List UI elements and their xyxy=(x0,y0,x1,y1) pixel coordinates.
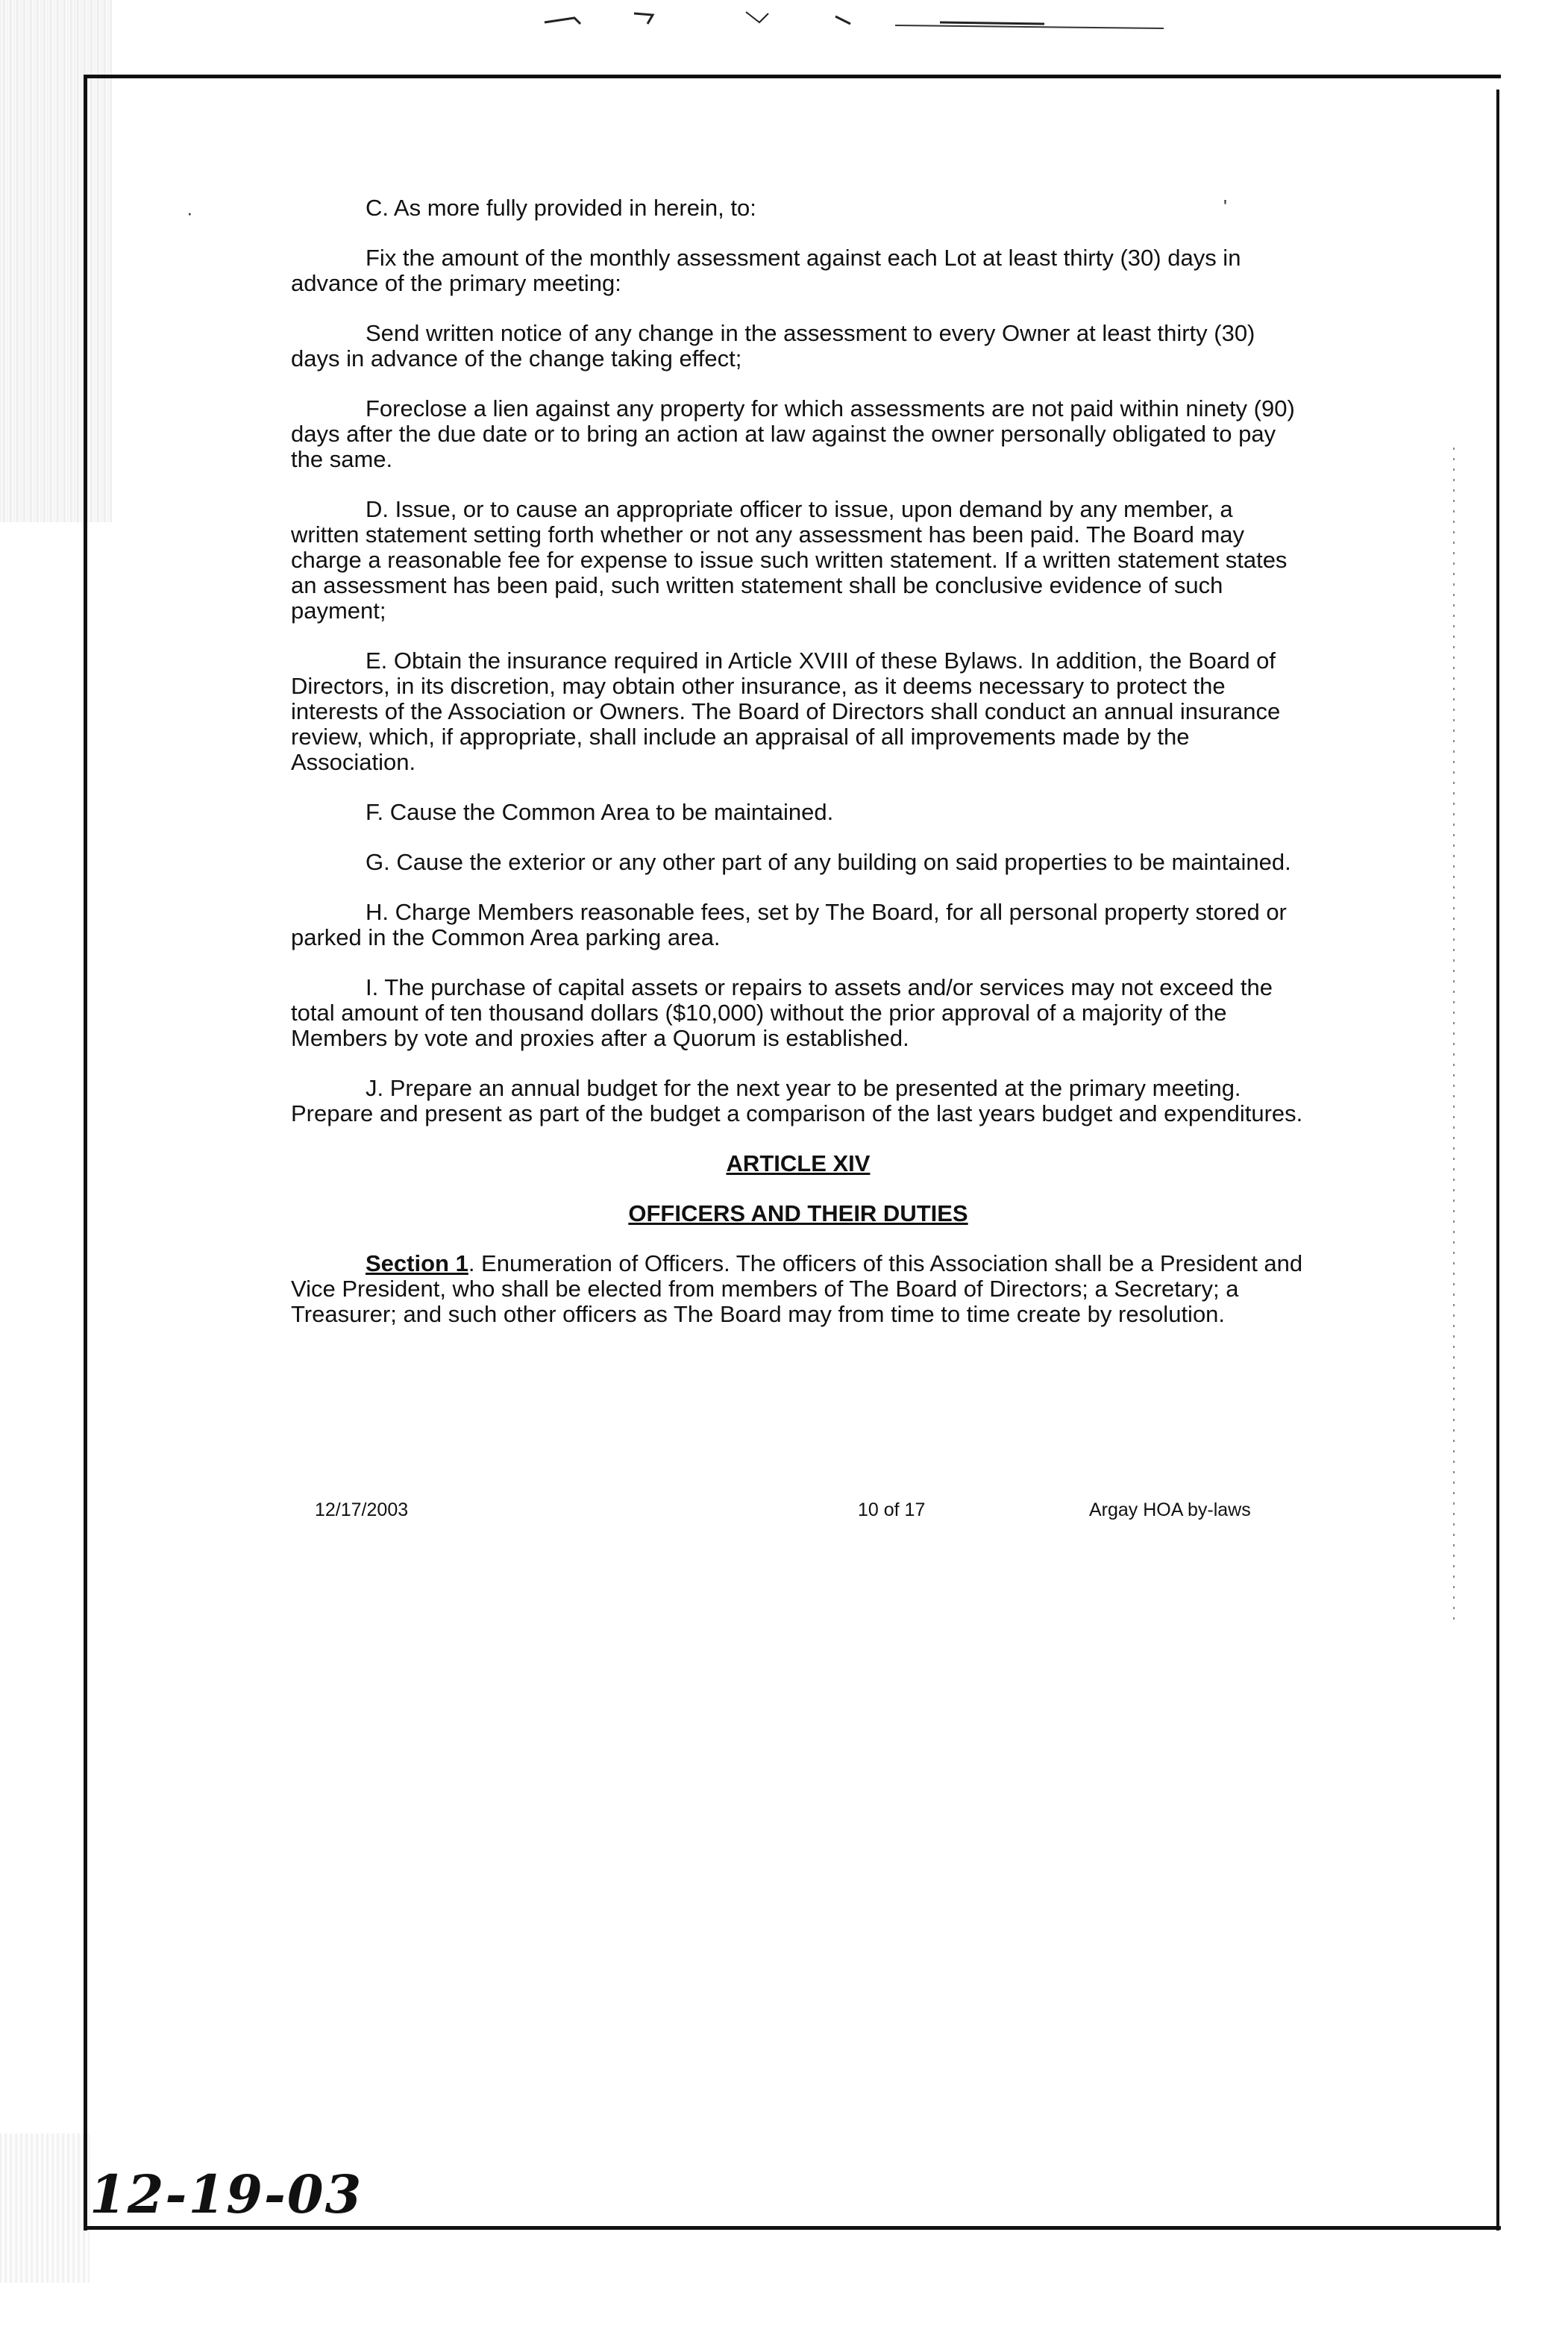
handwritten-date-note: 12-19-03 xyxy=(90,2163,363,2225)
item-d: D. Issue, or to cause an appropriate officer to issue, upon demand by any member, a written statement setting forth whether or not any assessment has been paid. The Board may charge a reasonable fee for expense to issue such written statement. If a written statement states an assessment has been paid, such written statement shall be conclusive evidence of such payment; xyxy=(291,496,1288,624)
page-border-top xyxy=(84,75,1501,78)
item-g: G. Cause the exterior or any other part of any building on said properties to be maintained. xyxy=(366,849,1291,875)
scan-artifact-left-top xyxy=(0,0,112,522)
item-f: F. Cause the Common Area to be maintained. xyxy=(366,799,834,825)
footer-page-number: 10 of 17 xyxy=(858,1499,926,1520)
section-1 xyxy=(291,1251,1305,1327)
scan-artifact-top xyxy=(522,7,1194,37)
article-heading: ARTICLE XIV xyxy=(726,1150,871,1176)
scan-artifact-left-bottom xyxy=(0,2134,90,2283)
section-label: Section 1 xyxy=(366,1250,468,1276)
section-text: . Enumeration of Officers. The officers of this Association shall be a President and Vice President, who shall be elected from members of The Board of Directors; a Secretary; a Treasurer; and such other officers as The Board may from time to time create by resolution. xyxy=(291,1250,1303,1327)
item-e: E. Obtain the insurance required in Article XVIII of these Bylaws. In addition, the Board of Directors, in its discretion, may obtain other insurance, as it deems necessary to protect the interests of the Association or Owners. The Board of Directors shall conduct an annual insurance review, which, if appropriate, shall include an appraisal of all improvements made by the Association. xyxy=(291,648,1281,775)
item-c: C. As more fully provided in herein, to: xyxy=(366,195,756,221)
item-j: J. Prepare an annual budget for the next year to be presented at the primary meeting. Prepare and present as part of the budget a comparison of the last years budget and expenditures. xyxy=(291,1075,1303,1126)
scan-dotted-line xyxy=(1453,448,1455,1626)
article-subheading: OFFICERS AND THEIR DUTIES xyxy=(628,1200,968,1226)
item-c-2: Send written notice of any change in the assessment to every Owner at least thirty (30) days in advance of the change taking effect; xyxy=(291,320,1255,372)
footer-date: 12/17/2003 xyxy=(315,1499,409,1520)
page-border-bottom xyxy=(84,2226,1501,2230)
stray-mark: ' xyxy=(1223,195,1227,218)
item-c-1: Fix the amount of the monthly assessment against each Lot at least thirty (30) days in advance of the primary meeting: xyxy=(291,245,1241,296)
page-border-right xyxy=(1496,90,1499,2231)
page-border-left xyxy=(84,75,87,2231)
item-h: H. Charge Members reasonable fees, set by The Board, for all personal property stored or parked in the Common Area parking area. xyxy=(291,899,1287,950)
footer-document-title: Argay HOA by-laws xyxy=(1089,1499,1251,1520)
stray-mark: · xyxy=(186,201,193,224)
item-c-3: Foreclose a lien against any property for which assessments are not paid within ninety (90) days after the due date or to bring an action at law against the owner personally obligated to pay the same. xyxy=(291,395,1295,472)
item-i: I. The purchase of capital assets or repairs to assets and/or services may not exceed the total amount of ten thousand dollars ($10,000) without the prior approval of a majority of the Members by vote and proxies after a Quorum is established. xyxy=(291,974,1273,1051)
article-heading-block xyxy=(291,1151,1305,1226)
document-body xyxy=(291,195,1305,1352)
